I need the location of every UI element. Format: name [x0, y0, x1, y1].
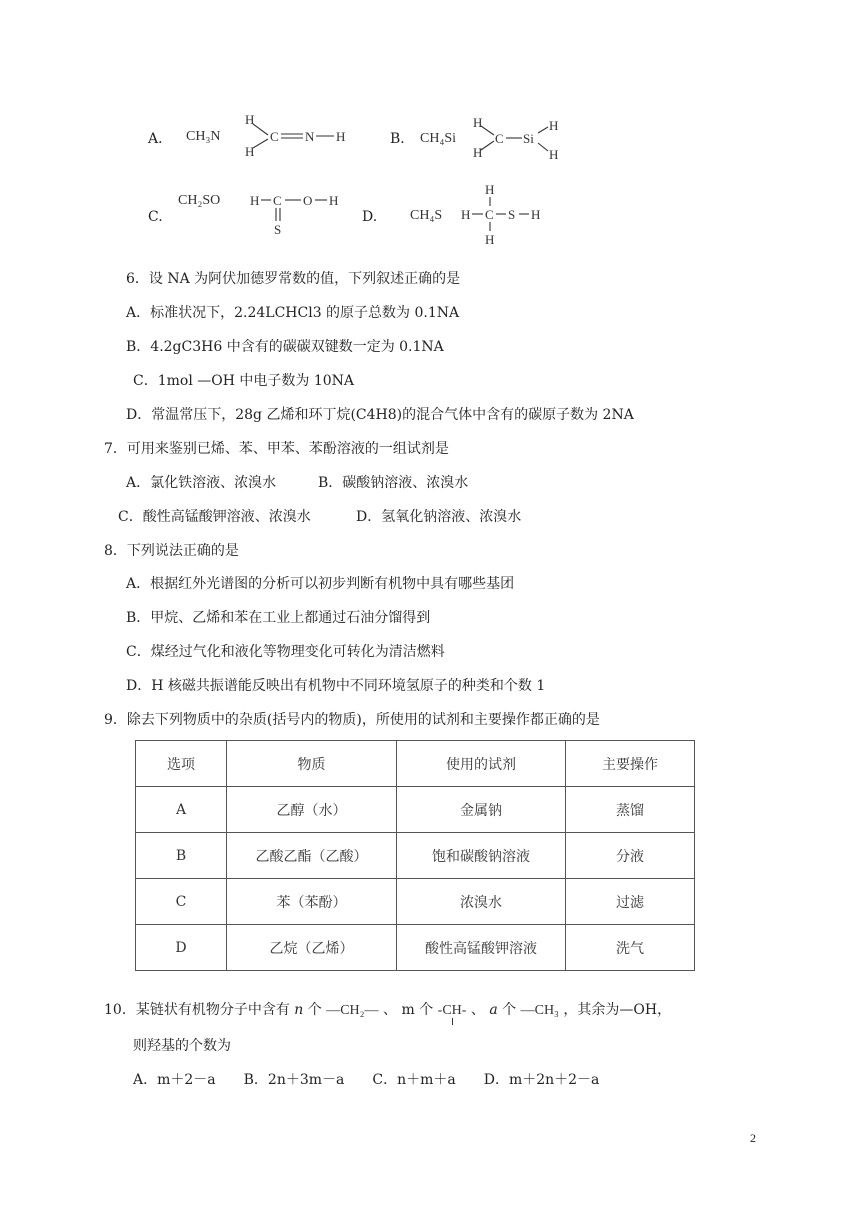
question-9-stem: 9．除去下列物质中的杂质(括号内的物质)，所使用的试剂和主要操作都正确的是	[104, 712, 600, 728]
atom: H	[485, 232, 495, 247]
question-7-option-a: A．氯化铁溶液、浓溴水	[126, 475, 277, 491]
question-9-table	[135, 740, 695, 971]
q5-option-d-structure	[458, 180, 558, 250]
question-7-option-d: D．氢氧化钠溶液、浓溴水	[356, 509, 522, 525]
question-6-option-d: D．常温常压下，28g 乙烯和环丁烷(C4H8)的混合气体中含有的碳原子数为 2NA	[126, 407, 634, 423]
q10-ch2-group: —CH₂—	[326, 1003, 379, 1018]
table-cell: 乙烷（乙烯）	[227, 925, 397, 971]
atom: H	[485, 182, 495, 197]
q10-ch-group	[438, 1003, 467, 1019]
question-6-option-c: C．1mol —OH 中电子数为 10NA	[133, 373, 355, 389]
atom: H	[245, 144, 255, 159]
q5-option-a-formula: CH₃N	[186, 129, 221, 144]
table-cell: 乙酸乙酯（乙酸）	[227, 833, 397, 879]
table-row	[136, 879, 695, 925]
q5-option-c-formula: CH₂SO	[178, 193, 221, 208]
q10-separator: 、	[470, 1002, 485, 1018]
atom: H	[549, 147, 559, 162]
atom: H	[461, 207, 471, 222]
atom: Si	[523, 131, 534, 146]
table-header-row	[136, 741, 695, 787]
q10-var-a: a	[489, 1002, 498, 1018]
page-number: 2	[750, 1131, 756, 1145]
q5-option-a-label: A．	[148, 131, 173, 147]
atom: H	[473, 115, 483, 130]
table-cell: 浓溴水	[397, 879, 566, 925]
atom: H	[329, 193, 339, 208]
atom: C	[485, 207, 494, 222]
table-cell: 蒸馏	[566, 787, 695, 833]
q10-prefix: 10．某链状有机物分子中含有	[104, 1002, 290, 1018]
q5-option-d-formula: CH₄S	[410, 208, 443, 223]
table-cell: 酸性高锰酸钾溶液	[397, 925, 566, 971]
table-cell: 分液	[566, 833, 695, 879]
q5-option-b-label: B．	[390, 131, 415, 147]
q5-option-d-label: D.	[362, 209, 378, 225]
atom: H	[531, 207, 541, 222]
table-cell: 饱和碳酸钠溶液	[397, 833, 566, 879]
table-header-cell: 主要操作	[566, 741, 695, 787]
table-cell: C	[136, 879, 227, 925]
atom: C	[495, 131, 504, 146]
question-6-option-a: A．标准状况下，2.24LCHCl3 的原子总数为 0.1NA	[126, 305, 460, 321]
question-6-stem: 6．设 NA 为阿伏加德罗常数的值，下列叙述正确的是	[126, 271, 461, 287]
table-cell: A	[136, 787, 227, 833]
table-cell: 过滤	[566, 879, 695, 925]
question-8-stem: 8．下列说法正确的是	[104, 543, 239, 559]
q10-count-word: 个	[419, 1002, 434, 1018]
q5-option-a-structure	[240, 110, 360, 165]
q10-ch3-group: —CH₃	[520, 1003, 559, 1018]
q10-var-m: m	[401, 1002, 415, 1018]
table-cell: 金属钠	[397, 787, 566, 833]
atom: O	[303, 193, 313, 208]
q10-var-n: n	[294, 1002, 304, 1018]
atom: H	[336, 129, 346, 144]
table-row	[136, 925, 695, 971]
q5-option-b-structure	[468, 113, 568, 168]
question-6-option-b: B．4.2gC3H6 中含有的碳碳双键数一定为 0.1NA	[126, 339, 444, 355]
q5-option-c-structure	[247, 185, 347, 240]
table-row	[136, 787, 695, 833]
table-header-cell: 使用的试剂	[397, 741, 566, 787]
atom: S	[274, 222, 282, 237]
question-8-option-c: C．煤经过气化和液化等物理变化可转化为清洁燃料	[126, 644, 445, 660]
question-7-option-c: C．酸性高锰酸钾溶液、浓溴水	[118, 509, 311, 525]
q10-count-word: 个	[307, 1002, 322, 1018]
table-header-cell: 选项	[136, 741, 227, 787]
atom: H	[473, 145, 483, 160]
q10-ch-text: -CH-	[437, 1003, 467, 1018]
q10-suffix: ，其余为—OH，	[563, 1002, 672, 1018]
question-7-option-b: B．碳酸钠溶液、浓溴水	[318, 475, 469, 491]
q5-option-b-formula: CH₄Si	[420, 131, 457, 146]
q10-count-word: 个	[502, 1002, 517, 1018]
table-row	[136, 833, 695, 879]
atom: C	[270, 129, 279, 144]
question-8-option-d: D．H 核磁共振谱能反映出有机物中不同环境氢原子的种类和个数 1	[126, 678, 546, 694]
atom: H	[549, 118, 559, 133]
table-cell: B	[136, 833, 227, 879]
q10-separator: 、	[383, 1002, 398, 1018]
table-cell: 乙醇（水）	[227, 787, 397, 833]
question-8-option-a: A．根据红外光谱图的分析可以初步判断有机物中具有哪些基团	[126, 576, 515, 592]
table-header-cell: 物质	[227, 741, 397, 787]
atom: S	[508, 207, 516, 222]
atom: H	[245, 112, 255, 127]
q5-option-c-label: C.	[148, 209, 163, 225]
atom: C	[273, 193, 282, 208]
atom: N	[305, 129, 315, 144]
table-cell: 苯（苯酚）	[227, 879, 397, 925]
question-7-stem: 7．可用来鉴别已烯、苯、甲苯、苯酚溶液的一组试剂是	[104, 441, 449, 457]
question-10-stem	[104, 999, 671, 1019]
question-8-option-b: B．甲烷、乙烯和苯在工业上都通过石油分馏得到	[126, 610, 431, 626]
table-cell: D	[136, 925, 227, 971]
question-10-options: A．m＋2－a B．2n＋3m－a C．n＋m＋a D．m＋2n＋2－a	[133, 1072, 600, 1088]
q10-ch-bond	[452, 1018, 453, 1025]
question-10-line-2: 则羟基的个数为	[133, 1038, 231, 1054]
atom: H	[250, 193, 260, 208]
table-cell: 洗气	[566, 925, 695, 971]
